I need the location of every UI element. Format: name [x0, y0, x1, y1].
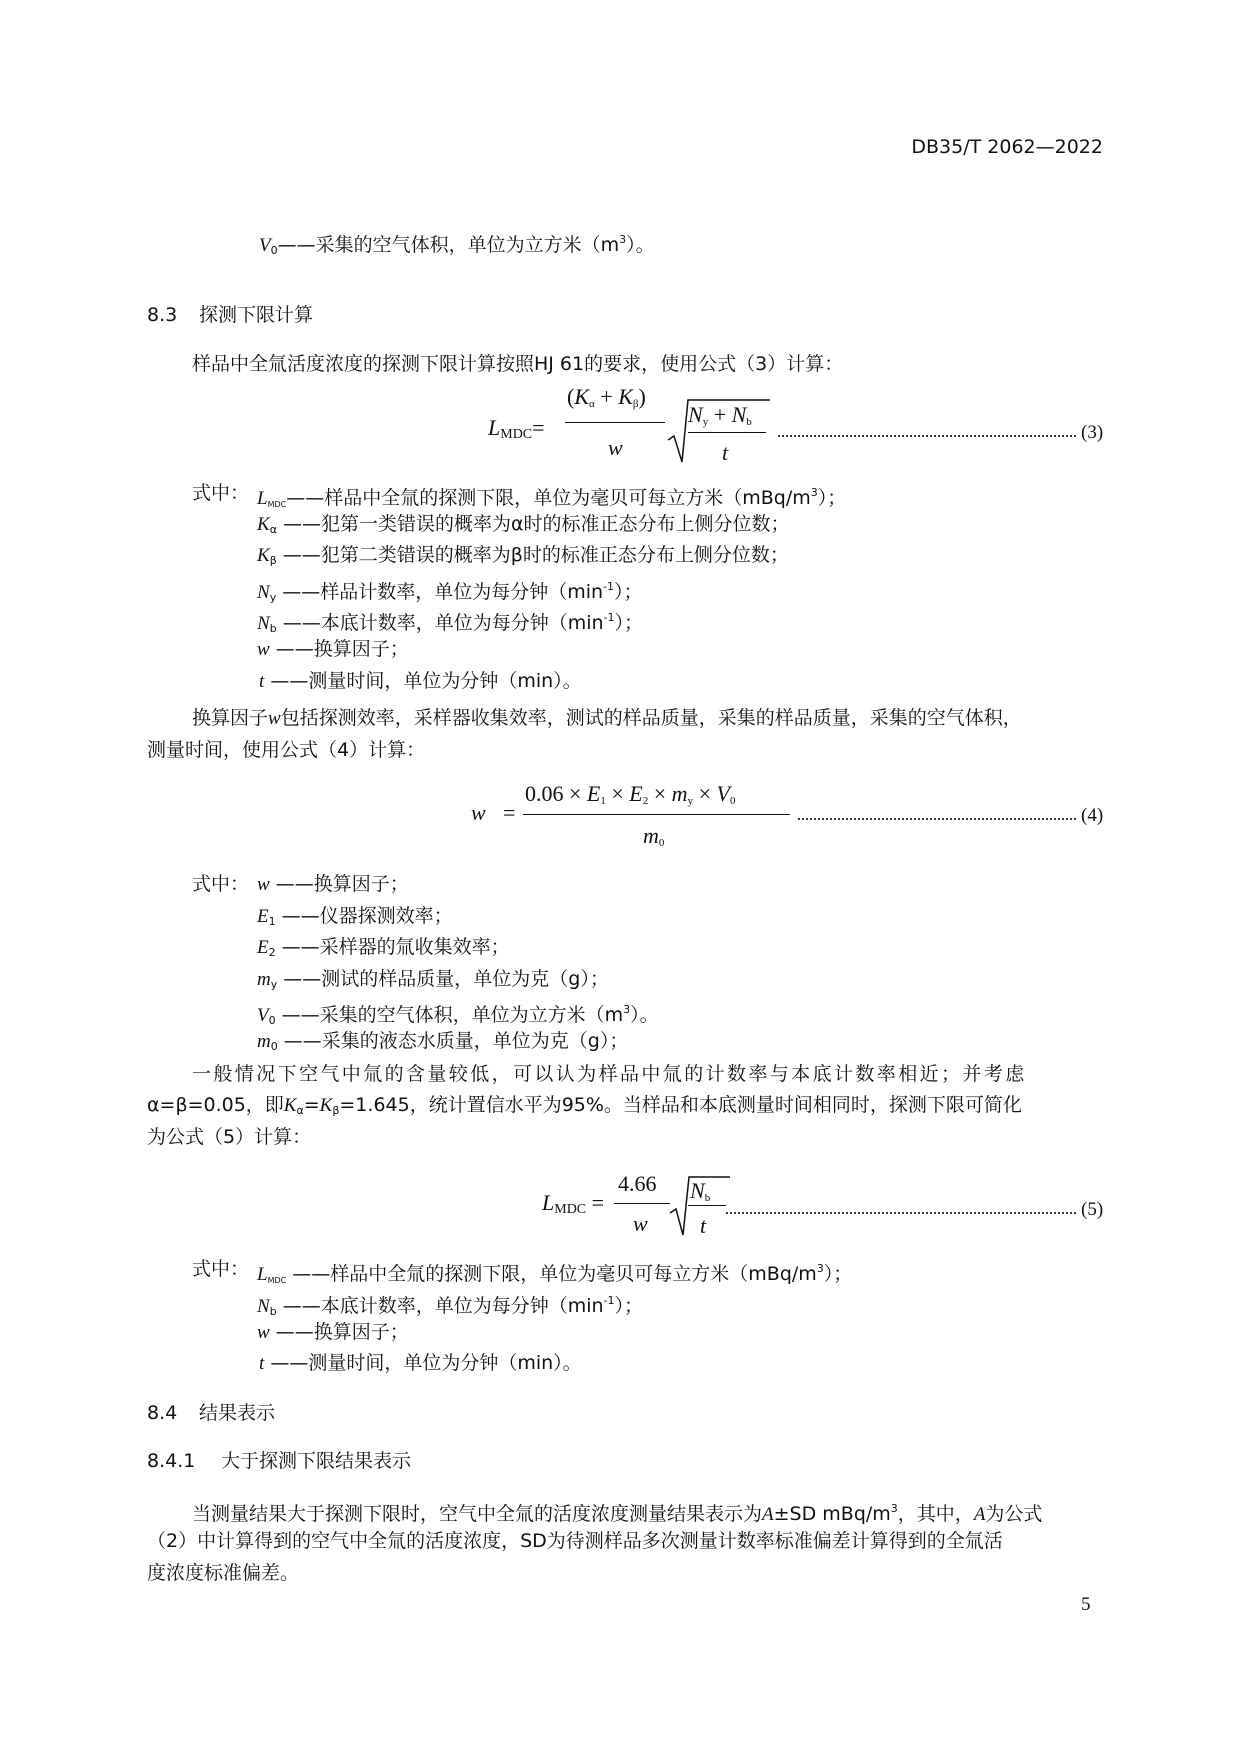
definition-item: $m_0$ ——采集的液态水质量，单位为克（g）； [257, 1030, 629, 1053]
definition-item: w ——换算因子； [257, 873, 409, 895]
definition-item: $V_0$ ——采集的空气体积，单位为立方米$(m^3)$。 [257, 1003, 659, 1027]
document-id: DB35/T 2062—2022 [911, 136, 1103, 158]
section-heading-8-3: 8.3 探测下限计算 [147, 304, 314, 326]
definition-v0: $V_0——$采集的空气体积，单位为立方米$(m^3)$。 [259, 233, 655, 257]
where-label: 式中： [192, 1258, 250, 1280]
definition-item: $N_b$ ——本底计数率，单位为每分钟$(\min^{-1})$； [257, 611, 644, 635]
paragraph-intro: 样品中全氚活度浓度的探测下限计算按照HJ 61的要求，使用公式（3）计算： [192, 353, 844, 375]
definition-item: w ——换算因子； [257, 1321, 409, 1343]
page-number: 5 [1081, 1594, 1091, 1615]
paragraph-general: 一般情况下空气中氚的含量较低，可以认为样品中氚的计数率与本底计数率相近；并考虑 [192, 1063, 1027, 1085]
definition-item: $L_{MDC}$ ——样品中全氚的探测下限，单位为毫贝可每立方米$(mBq/m^3)$； [257, 1262, 853, 1285]
paragraph-general-cont: 为公式（5）计算： [147, 1126, 312, 1148]
definition-item: $K_\alpha$ ——犯第一类错误的概率为α时的标准正态分布上侧分位数； [257, 513, 790, 536]
definition-item: $L_{MDC}——$样品中全氚的探测下限，单位为毫贝可每立方米$(mBq/m^3)$； [257, 486, 847, 509]
definition-item: $K_\beta$ ——犯第二类错误的概率为β时的标准正态分布上侧分位数； [257, 544, 789, 567]
definition-item: $E_2$ ——采样器的氚收集效率； [257, 936, 510, 959]
definition-item: t ——测量时间，单位为分钟（min）。 [259, 1352, 582, 1374]
paragraph-w: 换算因子w包括探测效率，采样器收集效率，测试的样品质量，采集的样品质量，采集的空气体积， [192, 707, 1022, 729]
paragraph-result: 当测量结果大于探测下限时，空气中全氚的活度浓度测量结果表示为A±SD mBq/$m^3$，其中，A为公式 [192, 1502, 1043, 1525]
definition-item: $E_1$ ——仪器探测效率； [257, 905, 453, 928]
paragraph-result-cont: （2）中计算得到的空气中全氚的活度浓度，SD为待测样品多次测量计数率标准偏差计算得到的全氚活 [147, 1530, 1003, 1552]
where-label: 式中： [192, 482, 250, 504]
paragraph-w-cont: 测量时间，使用公式（4）计算： [147, 739, 426, 761]
definition-item: w ——换算因子； [257, 638, 409, 660]
definition-item: $N_y$ ——样品计数率，单位为每分钟$(\min^{-1})$； [257, 580, 643, 604]
paragraph-general-cont: α=β=0.05，即$K_\alpha=K_\beta=1.645$，统计置信水平为95%。当样品和本底测量时间相同时，探测下限可简化 [147, 1094, 1022, 1117]
section-heading-8-4-1: 8.4.1 大于探测下限结果表示 [147, 1450, 412, 1472]
where-label: 式中： [192, 873, 250, 895]
section-heading-8-4: 8.4 结果表示 [147, 1402, 276, 1424]
definition-item: t ——测量时间，单位为分钟（min）。 [259, 670, 582, 692]
definition-item: $m_y$ ——测试的样品质量，单位为克（g）； [257, 968, 609, 991]
paragraph-result-cont: 度浓度标准偏差。 [147, 1562, 300, 1584]
definition-item: $N_b$ ——本底计数率，单位为每分钟$(\min^{-1})$； [257, 1294, 644, 1318]
